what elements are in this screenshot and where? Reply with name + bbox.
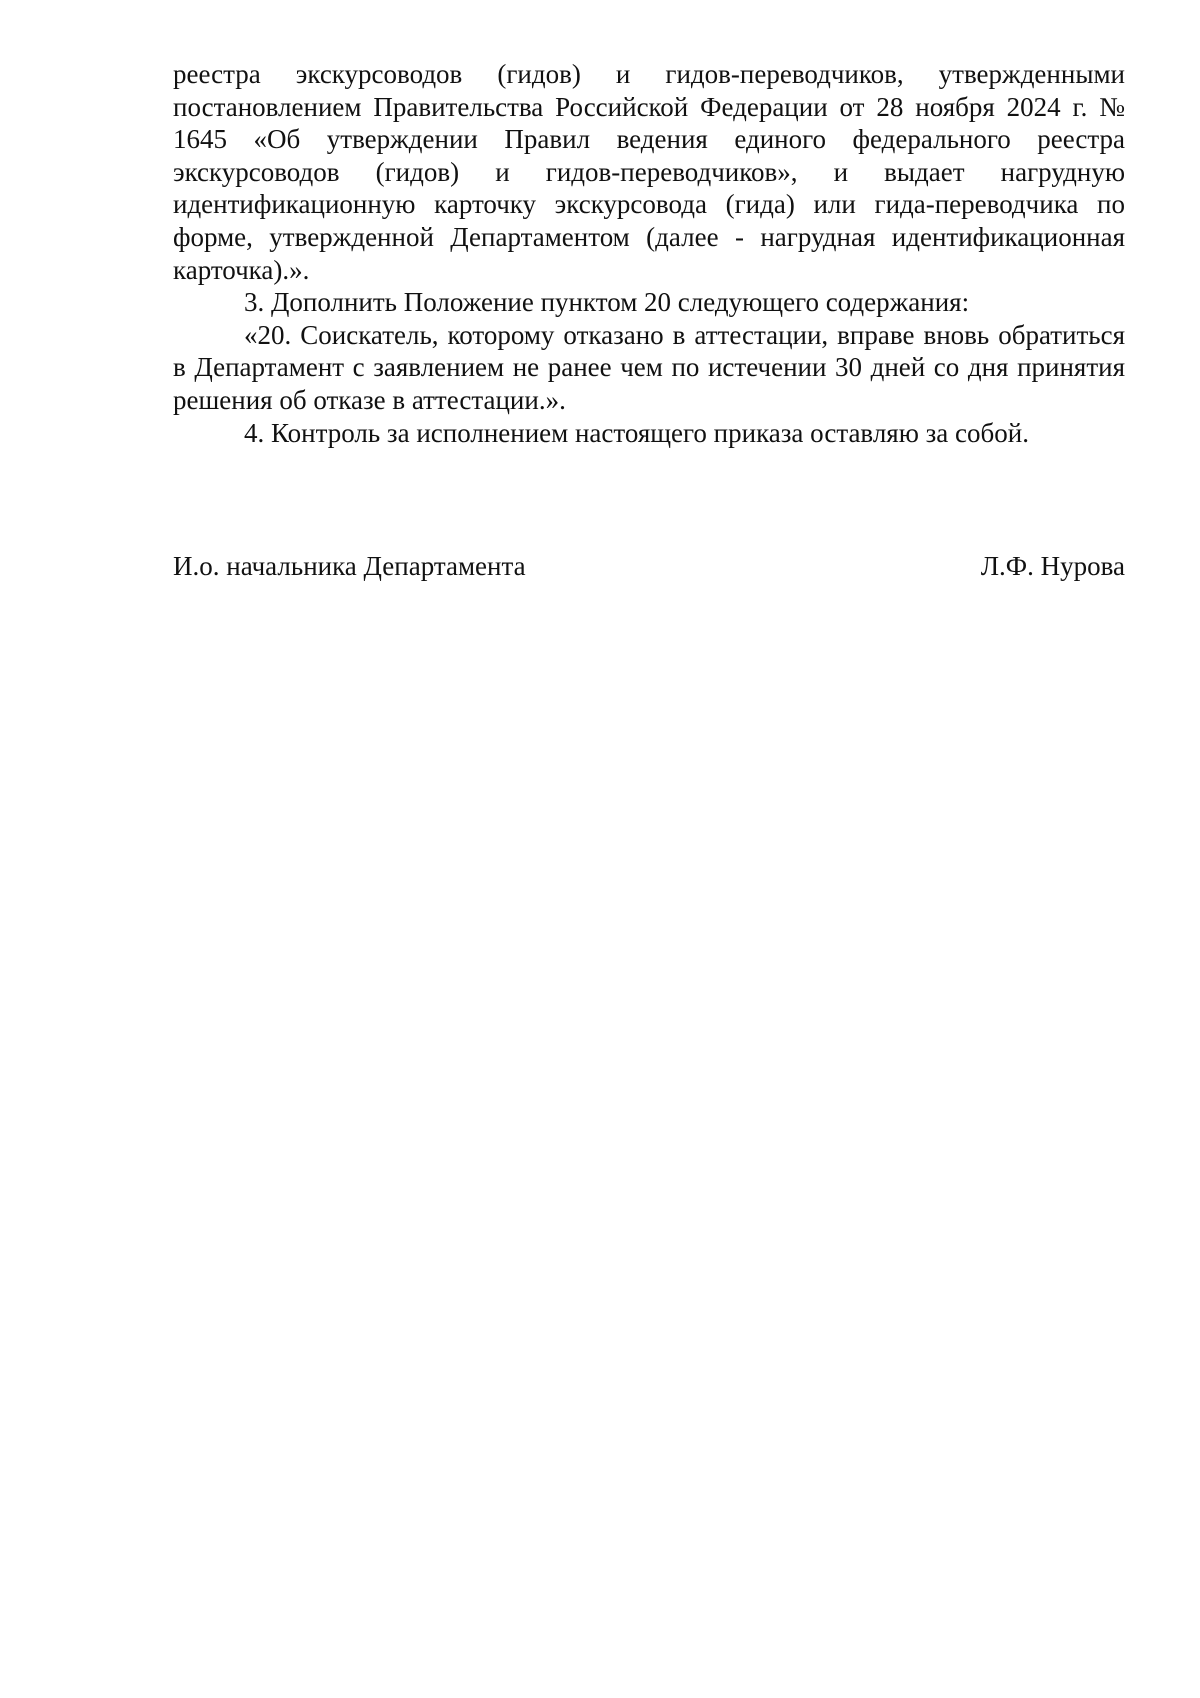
continuation-paragraph: реестра экскурсоводов (гидов) и гидов-переводчиков, утвержденными постановлением Правительства Российской Федерации от 28 ноября 2024 г. № 1645 «Об утверждении Правил ведения единого федерального реестра экскурсоводов (гидов) и гидов-переводчиков», и выдает нагрудную идентификационную карточку экскурсовода (гида) или гида-переводчика по форме, утвержденной Департаментом (далее - нагрудная идентификационная карточка).». (173, 59, 1125, 285)
item-4-paragraph: 4. Контроль за исполнением настоящего приказа оставляю за собой. (244, 417, 1029, 448)
signature-block (173, 550, 1125, 583)
item-20-paragraph: «20. Соискатель, которому отказано в аттестации, вправе вновь обратиться в Департамент с заявлением не ранее чем по истечении 30 дней со дня принятия решения об отказе в аттестации.». (173, 319, 1125, 415)
signatory-position: И.о. начальника Департамента (173, 551, 526, 581)
signatory-name: Л.Ф. Нурова (980, 551, 1125, 581)
item-3-paragraph: 3. Дополнить Положение пунктом 20 следующего содержания: (244, 287, 970, 318)
document-body (173, 58, 1125, 449)
